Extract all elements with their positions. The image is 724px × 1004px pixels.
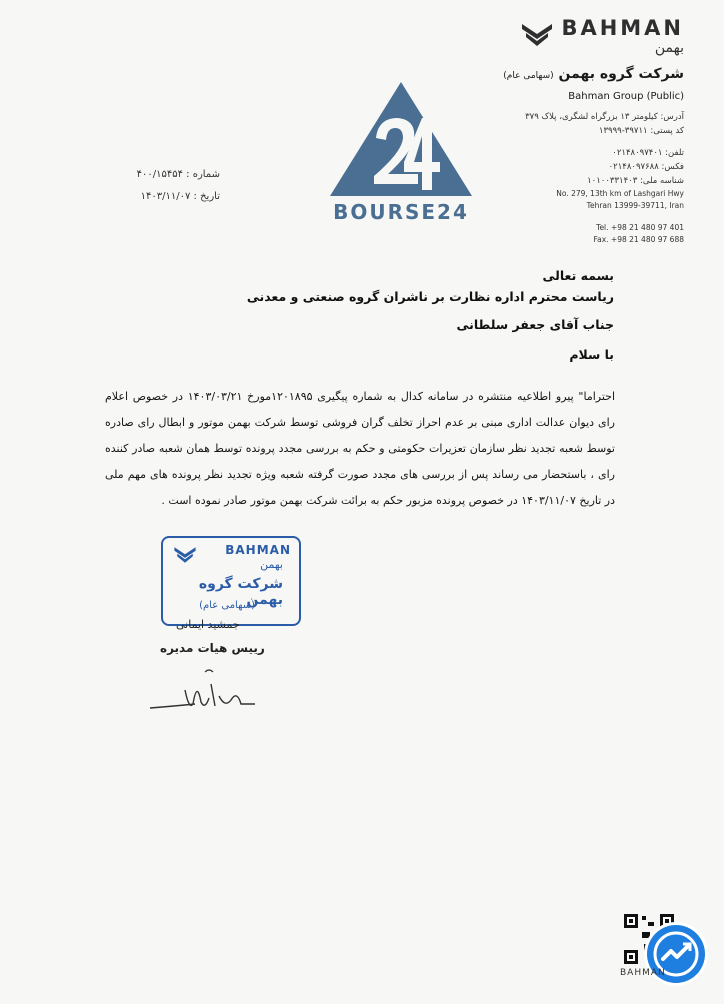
tel-en: Tel. +98 21 480 97 401 [596, 223, 684, 232]
header-brand-en: BAHMAN [561, 16, 684, 40]
fax-fa: فکس: ۰۲۱۴۸۰۹۷۶۸۸ [608, 162, 684, 172]
header-brand-fa: بهمن [654, 40, 684, 56]
reference-date: تاریخ : ۱۴۰۳/۱۱/۰۷ [140, 191, 220, 202]
address-block-en [484, 188, 684, 246]
address-en-line2: Tehran 13999-39711, Iran [586, 201, 684, 210]
bahman-emblem-icon [520, 20, 554, 50]
stamp-brand-en: BAHMAN [225, 543, 291, 557]
company-name-en: Bahman Group (Public) [568, 91, 684, 102]
company-stamp [161, 536, 301, 626]
tel-fa: تلفن: ۰۲۱۴۸۰۹۷۴۰۱ [612, 148, 684, 158]
bourse24-logo-text: BOURSE24 [333, 200, 469, 224]
recipient-line1: ریاست محترم اداره نظارت بر ناشران گروه صنعتی و معدنی [246, 289, 614, 304]
recipient-line2: جناب آقای جعفر سلطانی [456, 317, 614, 332]
greeting: با سلام [569, 347, 614, 362]
handwritten-signature [145, 660, 265, 720]
footer-brand-en: BAHMAN [620, 968, 666, 978]
signatory-title: رییس هیات مدیره [160, 641, 265, 655]
address-en-line1: No. 279, 13th km of Lashgari Hwy [556, 189, 684, 198]
letter-body: احتراما" پیرو اطلاعیه منتشره در سامانه کدال به شماره پیگیری ۱۲۰۱۸۹۵مورخ ۱۴۰۳/۰۳/۲۱ در خصوص اعلام رای دیوان عدالت اداری مبنی بر عدم احراز تخلف گران فروشی توسط شرکت بهمن موتور و ابطال رای صادره توسط شعبه تجدید نظر سازمان تعزیرات حکومتی و حکم به بررسی مجدد پرونده توسط همان شعبه صادر کننده رای ، باستحضار می رساند پس از بررسی های مجدد صورت گرفته شعبه ویژه تجدید نظر پرونده های مهم ملی در تاریخ ۱۴۰۳/۱۱/۰۷ در خصوص پرونده مزبور حکم به برائت شرکت بهمن موتور صادر نموده است . [105, 390, 616, 507]
address-block-fa [484, 110, 684, 188]
national-id-fa: شناسه ملی: ۱۰۱۰۰۳۳۱۴۰۳ [587, 176, 684, 186]
stamp-brand-fa: بهمن [260, 558, 283, 571]
salutation: بسمه تعالی [542, 268, 614, 283]
fax-en: Fax. +98 21 480 97 688 [593, 235, 684, 244]
address-fa: آدرس: کیلومتر ۱۳ بزرگراه لشگری، پلاک ۳۷۹ [525, 112, 684, 122]
signatory-name: جمشید ایمانی [176, 618, 240, 631]
reference-block [120, 164, 220, 208]
stamp-emblem-icon [173, 544, 197, 566]
company-name-fa [503, 66, 684, 82]
stamp-subtitle: (سهامی عام) [199, 600, 255, 611]
company-type-fa: (سهامی عام) [503, 71, 554, 81]
stamp-company-fa: شرکت گروه بهمن [198, 576, 283, 608]
postal-code-fa: کد پستی: ۳۹۷۱۱-۱۳۹۹۹ [598, 126, 684, 136]
reference-number: شماره : ۴۰۰/۱۵۴۵۴ [136, 169, 220, 180]
company-name-fa-text: شرکت گروه بهمن [558, 66, 684, 82]
